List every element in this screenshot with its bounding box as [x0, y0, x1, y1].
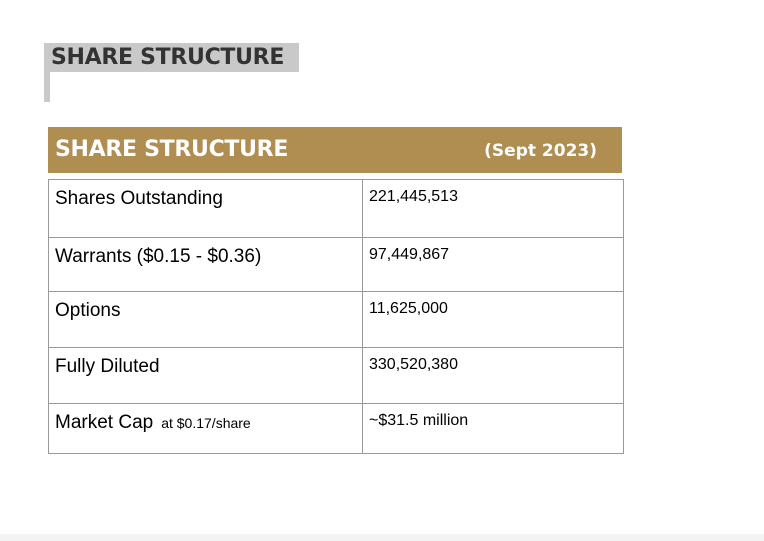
row-value: 97,449,867	[363, 238, 624, 292]
table-row	[49, 292, 624, 348]
row-value: ~$31.5 million	[363, 404, 624, 454]
row-label-text: Options	[55, 300, 121, 321]
bottom-strip	[0, 534, 764, 541]
page-title: SHARE STRUCTURE	[51, 45, 285, 70]
table-row	[49, 348, 624, 404]
row-label-text: Warrants ($0.15 - $0.36)	[55, 246, 262, 267]
page-heading-bar	[44, 43, 50, 102]
row-label-text: Shares Outstanding	[55, 188, 223, 209]
table-row	[49, 238, 624, 292]
row-label-text: Fully Diluted	[55, 356, 160, 377]
row-label	[49, 238, 363, 292]
row-value: 221,445,513	[363, 180, 624, 238]
row-label-text: Market Cap	[55, 412, 154, 433]
banner-title: SHARE STRUCTURE	[55, 137, 289, 162]
row-value: 11,625,000	[363, 292, 624, 348]
banner-date: (Sept 2023)	[484, 141, 597, 161]
row-label	[49, 180, 363, 238]
table-row	[49, 404, 624, 454]
table-row	[49, 180, 624, 238]
row-label-note: at $0.17/share	[161, 415, 251, 431]
row-label	[49, 292, 363, 348]
row-label	[49, 348, 363, 404]
share-structure-table	[48, 179, 624, 454]
share-structure-banner	[48, 127, 622, 173]
row-value: 330,520,380	[363, 348, 624, 404]
row-label	[49, 404, 363, 454]
